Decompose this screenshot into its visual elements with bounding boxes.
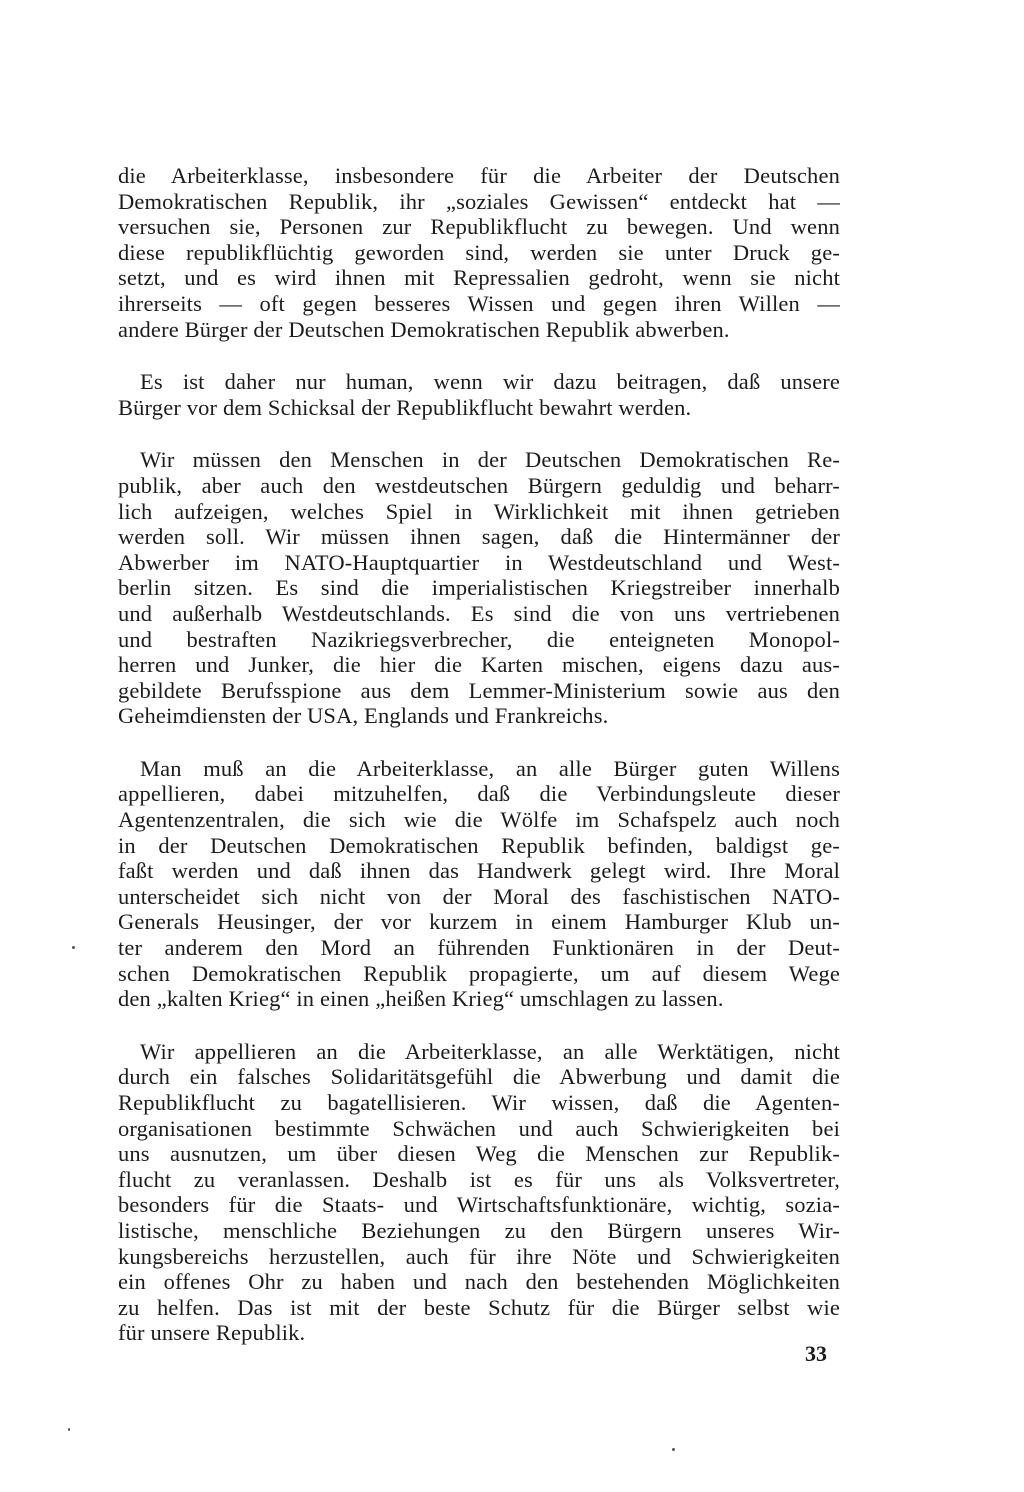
paragraph-5 [118,1039,840,1346]
body-text [118,163,840,1373]
text-line: Geheimdiensten der USA, Englands und Frankreichs. [118,703,609,729]
text-line: für unsere Republik. [118,1320,306,1346]
text-line: flucht zu veranlassen. Deshalb ist es für uns als Volksvertreter, [118,1166,840,1192]
text-line: andere Bürger der Deutschen Demokratischen Republik abwerben. [118,316,730,342]
text-line: lich aufzeigen, welches Spiel in Wirklichkeit mit ihnen getrieben [118,498,840,524]
text-line: organisationen bestimmte Schwächen und auch Schwierigkeiten bei [118,1115,840,1141]
text-line: den „kalten Krieg“ in einen „heißen Krieg“ umschlagen zu lassen. [118,986,724,1012]
text-line: Man muß an die Arbeiterklasse, an alle Bürger guten Willens [140,755,840,781]
paragraph-1 [118,163,840,342]
text-line: faßt werden und daß ihnen das Handwerk gelegt wird. Ihre Moral [118,858,840,884]
text-line: Wir müssen den Menschen in der Deutschen Demokratischen Re- [140,447,840,473]
text-line: zu helfen. Das ist mit der beste Schutz für die Bürger selbst wie [118,1294,840,1320]
scan-speck [72,946,75,949]
text-line: Bürger vor dem Schicksal der Republikflucht bewahrt werden. [118,394,692,420]
text-line: durch ein falsches Solidaritätsgefühl die Abwerbung und damit die [118,1064,840,1090]
text-line: herren und Junker, die hier die Karten mischen, eigens dazu aus- [118,652,840,678]
text-line: gebildete Berufsspione aus dem Lemmer-Ministerium sowie aus den [118,677,840,703]
text-line: ein offenes Ohr zu haben und nach den bestehenden Möglichkeiten [118,1269,840,1295]
text-line: appellieren, dabei mitzuhelfen, daß die Verbindungsleute dieser [118,781,840,807]
text-line: publik, aber auch den westdeutschen Bürgern geduldig und beharr- [118,472,840,498]
text-line: Es ist daher nur human, wenn wir dazu beitragen, daß unsere [140,369,840,395]
text-line: kungsbereichs herzustellen, auch für ihre Nöte und Schwierigkeiten [118,1243,840,1269]
text-line: Demokratischen Republik, ihr „soziales Gewissen“ entdeckt hat — [118,188,840,214]
scan-speck [68,1428,70,1431]
paragraph-3 [118,447,840,729]
text-line: ihrerseits — oft gegen besseres Wissen und gegen ihren Willen — [118,290,840,316]
text-line: versuchen sie, Personen zur Republikflucht zu bewegen. Und wenn [118,214,840,240]
text-line: Agentenzentralen, die sich wie die Wölfe im Schafspelz auch noch [118,807,840,833]
paragraph-4 [118,756,840,1012]
text-line: in der Deutschen Demokratischen Republik befinden, baldigst ge- [118,832,840,858]
text-line: werden soll. Wir müssen ihnen sagen, daß die Hintermänner der [118,524,840,550]
text-line: ter anderem den Mord an führenden Funktionären in der Deut- [118,935,840,961]
text-line: uns ausnutzen, um über diesen Weg die Menschen zur Republik- [118,1141,840,1167]
text-line: und außerhalb Westdeutschlands. Es sind die von uns vertriebenen [118,600,840,626]
paragraph-2 [118,369,840,420]
text-line: listische, menschliche Beziehungen zu den Bürgern unseres Wir- [118,1217,840,1243]
text-line: Wir appellieren an die Arbeiterklasse, an alle Werktätigen, nicht [140,1038,840,1064]
text-line: und bestraften Nazikriegsverbrecher, die enteigneten Monopol- [118,626,840,652]
page-number: 33 [805,1341,827,1366]
text-line: schen Demokratischen Republik propagierte, um auf diesem Wege [118,960,840,986]
text-line: diese republikflüchtig geworden sind, werden sie unter Druck ge- [118,239,840,265]
text-line: Republikflucht zu bagatellisieren. Wir wissen, daß die Agenten- [118,1090,840,1115]
text-line: unterscheidet sich nicht von der Moral des faschistischen NATO- [118,883,840,909]
text-line: besonders für die Staats- und Wirtschaftsfunktionäre, wichtig, sozia- [118,1192,840,1218]
scan-speck [672,1448,675,1451]
text-line: setzt, und es wird ihnen mit Repressalien gedroht, wenn sie nicht [118,265,840,291]
text-line: Abwerber im NATO-Hauptquartier in Westdeutschland und West- [118,549,840,575]
text-line: die Arbeiterklasse, insbesondere für die Arbeiter der Deutschen [118,163,840,188]
text-line: Generals Heusinger, der vor kurzem in einem Hamburger Klub un- [118,909,840,935]
text-line: berlin sitzen. Es sind die imperialistischen Kriegstreiber innerhalb [118,575,840,601]
